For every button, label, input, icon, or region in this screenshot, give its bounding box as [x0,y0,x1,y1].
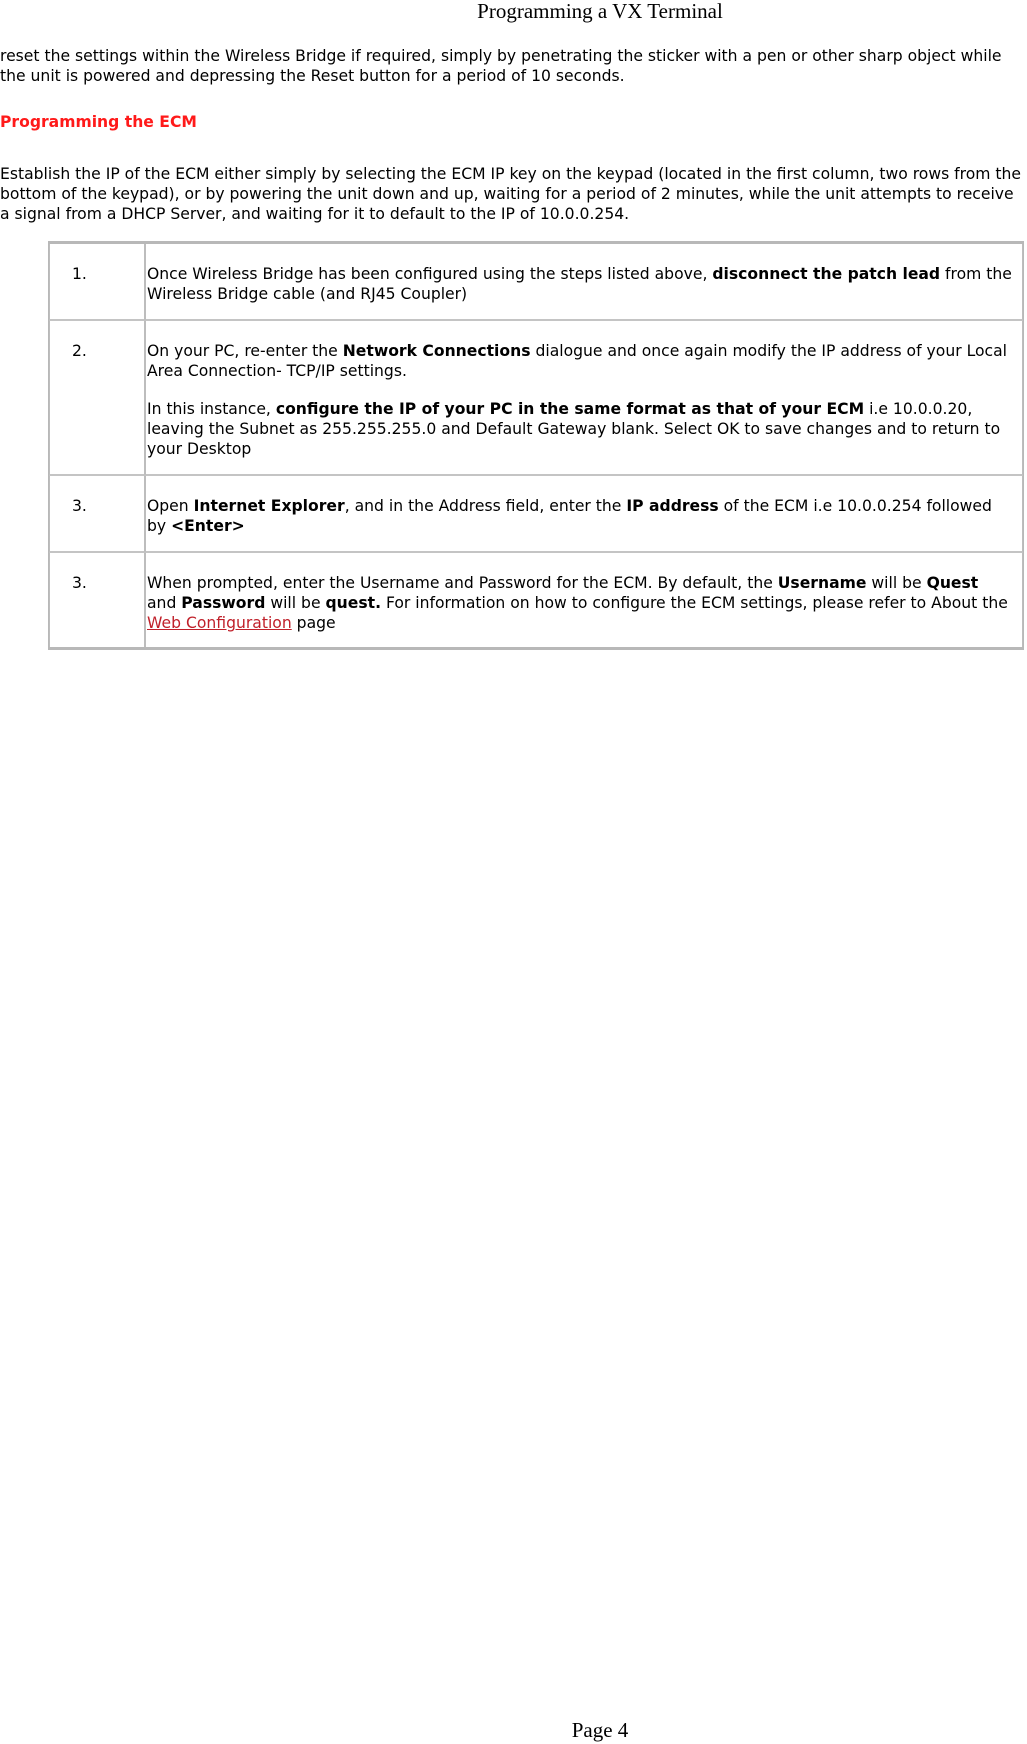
web-configuration-link[interactable]: Web Configuration [147,614,292,632]
document-body [0,46,1024,650]
step-bold-run: IP address [626,497,719,515]
step-number: 3. [49,476,145,553]
step-text-run: In this instance, [147,400,276,418]
step-number: 3. [49,553,145,647]
step-bold-run: Username [777,574,867,592]
step-text-run: page [291,614,336,632]
step-text-run: of the ECM i.e 10.0.0.254 followed by [147,497,992,535]
step-text-run: Open [147,497,194,515]
page-number: Page 4 [571,1718,629,1742]
intro-paragraph: reset the settings within the Wireless Bridge if required, simply by penetrating the sticker with a pen or other sharp object while the unit is powered and depressing the Reset button for a period of 10 seconds. [0,47,1002,85]
step-text-run: i.e 10.0.0.20, leaving the Subnet as 255.255.255.0 and Default Gateway blank. Select OK to save changes and to return to your Desktop [147,400,1001,458]
step-bold-run: configure the IP of your PC in the same format as that of your ECM [275,400,865,418]
step-number: 2. [49,321,145,476]
step-row [49,553,1023,647]
step-row [49,476,1023,553]
step-bold-run: <Enter> [171,517,245,535]
step-bold-run: Network Connections [342,342,531,360]
step-text [145,553,1023,647]
page-header: Programming a VX Terminal [477,0,723,23]
step-bold-run: Quest [926,574,979,592]
step-text [145,244,1023,321]
section-heading: Programming the ECM [0,113,197,131]
step-bold-run: disconnect the patch lead [712,265,941,283]
step-row [49,321,1023,476]
step-text-run: , and in the Address field, enter the [344,497,627,515]
step-text-run: When prompted, enter the Username and Password for the ECM. By default, the [147,574,778,592]
step-bold-run: Internet Explorer [193,497,345,515]
step-text [145,476,1023,553]
step-text-run: Once Wireless Bridge has been configured using the steps listed above, [147,265,713,283]
step-number: 1. [49,244,145,321]
step-bold-run: Password [181,594,266,612]
step-text-run: dialogue and once again modify the IP address of your Local Area Connection- TCP/IP settings. [147,342,1007,380]
steps-table [48,241,1024,650]
step-text-run: and [147,594,182,612]
step-row [49,244,1023,321]
step-bold-run: quest. [325,594,381,612]
step-text-run: will be [866,574,927,592]
step-text-run: For information on how to configure the ECM settings, please refer to About the [381,594,1008,612]
establish-paragraph: Establish the IP of the ECM either simply by selecting the ECM IP key on the keypad (located in the first column, two rows from the bottom of the keypad), or by powering the unit down and up, waiting for a period of 2 minutes, while the unit attempts to receive a signal from a DHCP Server, and waiting for it to default to the IP of 10.0.0.254. [0,165,1022,223]
step-text-run: will be [265,594,326,612]
step-text [145,321,1023,476]
step-text-run: On your PC, re-enter the [147,342,343,360]
step-text-run: from the Wireless Bridge cable (and RJ45 Coupler) [147,265,1012,303]
